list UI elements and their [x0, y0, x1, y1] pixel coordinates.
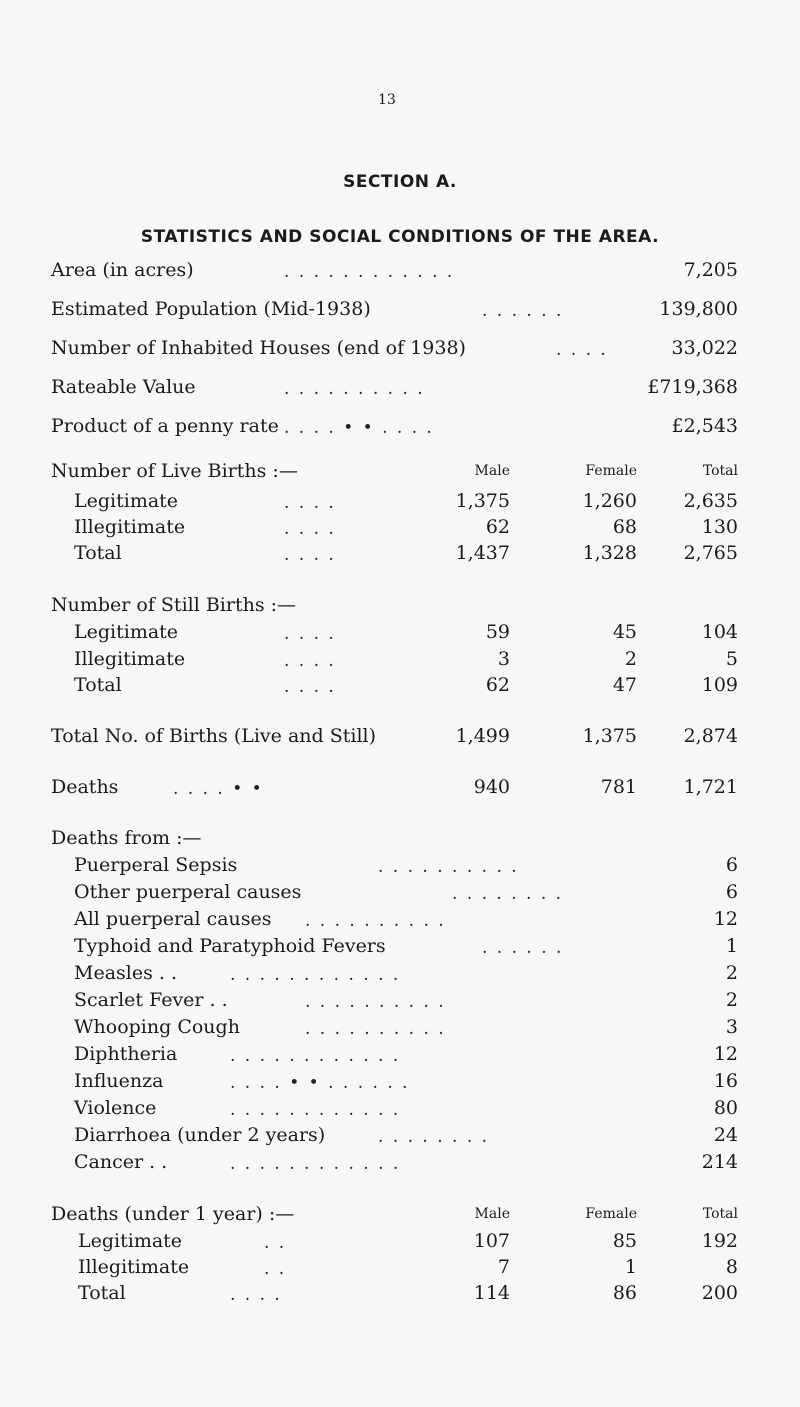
summary-leader: . . . .	[556, 340, 608, 360]
cell-total: 192	[701, 1230, 738, 1252]
row-leader: . . . . • •	[173, 779, 264, 799]
cause-leader: . . . . • • . . . . . .	[230, 1073, 410, 1093]
cell-male: 62	[485, 516, 510, 538]
cause-label: Scarlet Fever . .	[74, 989, 228, 1011]
row-leader: . . . .	[230, 1285, 282, 1305]
cell-total: 5	[725, 648, 738, 670]
cell-female: 1,375	[582, 725, 637, 747]
row-label: Total No. of Births (Live and Still)	[51, 725, 377, 747]
cause-label: Cancer . .	[74, 1151, 168, 1173]
page-number: 13	[378, 92, 396, 108]
cause-value: 1	[725, 935, 738, 957]
row-leader: . . . .	[284, 624, 336, 644]
cause-label: All puerperal causes	[74, 908, 272, 930]
cell-male: 940	[473, 776, 510, 798]
cell-male: 7	[497, 1256, 510, 1278]
cause-value: 6	[725, 881, 738, 903]
summary-label: Area (in acres)	[51, 259, 194, 281]
row-label: Legitimate	[78, 1230, 183, 1252]
cause-leader: . . . . . . . .	[378, 1127, 490, 1147]
cause-label: Puerperal Sepsis	[74, 854, 238, 876]
cause-label: Measles . .	[74, 962, 178, 984]
cell-total: 1,721	[683, 776, 738, 798]
column-header-total: Total	[702, 463, 738, 479]
cause-leader: . . . . . . . . . .	[378, 857, 519, 877]
column-header-female: Female	[585, 1206, 637, 1222]
row-leader: . . . .	[284, 519, 336, 539]
summary-label: Rateable Value	[51, 376, 196, 398]
row-leader: . . . .	[284, 493, 336, 513]
row-leader: . .	[264, 1259, 287, 1279]
cause-value: 3	[725, 1016, 738, 1038]
summary-label: Number of Inhabited Houses (end of 1938)	[51, 337, 466, 359]
cause-value: 12	[713, 1043, 738, 1065]
row-leader: . . . .	[284, 545, 336, 565]
cause-leader: . . . . . . . . . .	[305, 992, 446, 1012]
row-leader: . . . .	[284, 677, 336, 697]
cell-male: 114	[473, 1282, 510, 1304]
page-subtitle: STATISTICS AND SOCIAL CONDITIONS OF THE AREA.	[140, 227, 660, 247]
infant-deaths-heading: Deaths (under 1 year) :—	[51, 1203, 295, 1225]
cause-leader: . . . . . . . .	[452, 884, 564, 904]
row-label: Illegitimate	[78, 1256, 190, 1278]
row-label: Legitimate	[74, 490, 179, 512]
cause-value: 80	[713, 1097, 738, 1119]
summary-label: Estimated Population (Mid-1938)	[51, 298, 371, 320]
cell-female: 781	[600, 776, 637, 798]
cause-label: Typhoid and Paratyphoid Fevers	[74, 935, 386, 957]
cell-male: 1,499	[455, 725, 510, 747]
cell-total: 109	[701, 674, 738, 696]
cell-total: 200	[701, 1282, 738, 1304]
row-label: Legitimate	[74, 621, 179, 643]
row-label: Deaths	[51, 776, 119, 798]
cause-value: 24	[713, 1124, 738, 1146]
cause-leader: . . . . . . . . . . . .	[230, 965, 401, 985]
summary-leader: . . . . • • . . . .	[284, 418, 434, 438]
cell-female: 1	[624, 1256, 637, 1278]
summary-leader: . . . . . .	[482, 301, 564, 321]
cause-value: 16	[713, 1070, 738, 1092]
cause-label: Whooping Cough	[74, 1016, 240, 1038]
cause-leader: . . . . . . . . . .	[305, 911, 446, 931]
cell-total: 104	[701, 621, 738, 643]
cell-female: 2	[624, 648, 637, 670]
cell-female: 45	[612, 621, 637, 643]
cause-label: Diarrhoea (under 2 years)	[74, 1124, 326, 1146]
live-births-heading: Number of Live Births :—	[51, 460, 298, 482]
cause-label: Other puerperal causes	[74, 881, 302, 903]
row-leader: . . . .	[284, 651, 336, 671]
cause-leader: . . . . . . . . . . . .	[230, 1154, 401, 1174]
summary-value: 7,205	[683, 259, 738, 281]
summary-value: 33,022	[671, 337, 738, 359]
row-leader: . .	[264, 1233, 287, 1253]
summary-value: 139,800	[659, 298, 738, 320]
cell-total: 2,765	[683, 542, 738, 564]
deaths-from-heading: Deaths from :—	[51, 827, 202, 849]
cause-leader: . . . . . . . . . . . .	[230, 1046, 401, 1066]
column-header-female: Female	[585, 463, 637, 479]
cause-leader: . . . . . . . . . . . .	[230, 1100, 401, 1120]
cell-male: 59	[485, 621, 510, 643]
cell-male: 1,375	[455, 490, 510, 512]
column-header-total: Total	[702, 1206, 738, 1222]
cell-male: 3	[497, 648, 510, 670]
row-label: Illegitimate	[74, 648, 186, 670]
row-label: Total	[74, 542, 122, 564]
column-header-male: Male	[474, 463, 510, 479]
cause-value: 12	[713, 908, 738, 930]
cell-male: 62	[485, 674, 510, 696]
cell-female: 1,328	[582, 542, 637, 564]
summary-leader: . . . . . . . . . . . .	[284, 262, 455, 282]
cell-male: 107	[473, 1230, 510, 1252]
section-title: SECTION A.	[343, 172, 457, 192]
cell-female: 86	[612, 1282, 637, 1304]
cell-female: 85	[612, 1230, 637, 1252]
cell-total: 2,874	[683, 725, 738, 747]
still-births-heading: Number of Still Births :—	[51, 594, 297, 616]
cell-female: 68	[612, 516, 637, 538]
cause-leader: . . . . . . . . . .	[305, 1019, 446, 1039]
cause-leader: . . . . . .	[482, 938, 564, 958]
cell-female: 47	[612, 674, 637, 696]
row-label: Total	[74, 674, 122, 696]
summary-leader: . . . . . . . . . .	[284, 379, 425, 399]
column-header-male: Male	[474, 1206, 510, 1222]
cause-label: Influenza	[74, 1070, 164, 1092]
row-label: Total	[78, 1282, 126, 1304]
cell-total: 2,635	[683, 490, 738, 512]
summary-value: £719,368	[647, 376, 738, 398]
row-label: Illegitimate	[74, 516, 186, 538]
cell-female: 1,260	[582, 490, 637, 512]
cause-value: 2	[725, 962, 738, 984]
cause-value: 6	[725, 854, 738, 876]
cause-label: Violence	[74, 1097, 157, 1119]
summary-label: Product of a penny rate	[51, 415, 279, 437]
cause-value: 214	[701, 1151, 738, 1173]
cause-label: Diphtheria	[74, 1043, 178, 1065]
cell-male: 1,437	[455, 542, 510, 564]
cell-total: 8	[725, 1256, 738, 1278]
cause-value: 2	[725, 989, 738, 1011]
cell-total: 130	[701, 516, 738, 538]
summary-value: £2,543	[671, 415, 738, 437]
